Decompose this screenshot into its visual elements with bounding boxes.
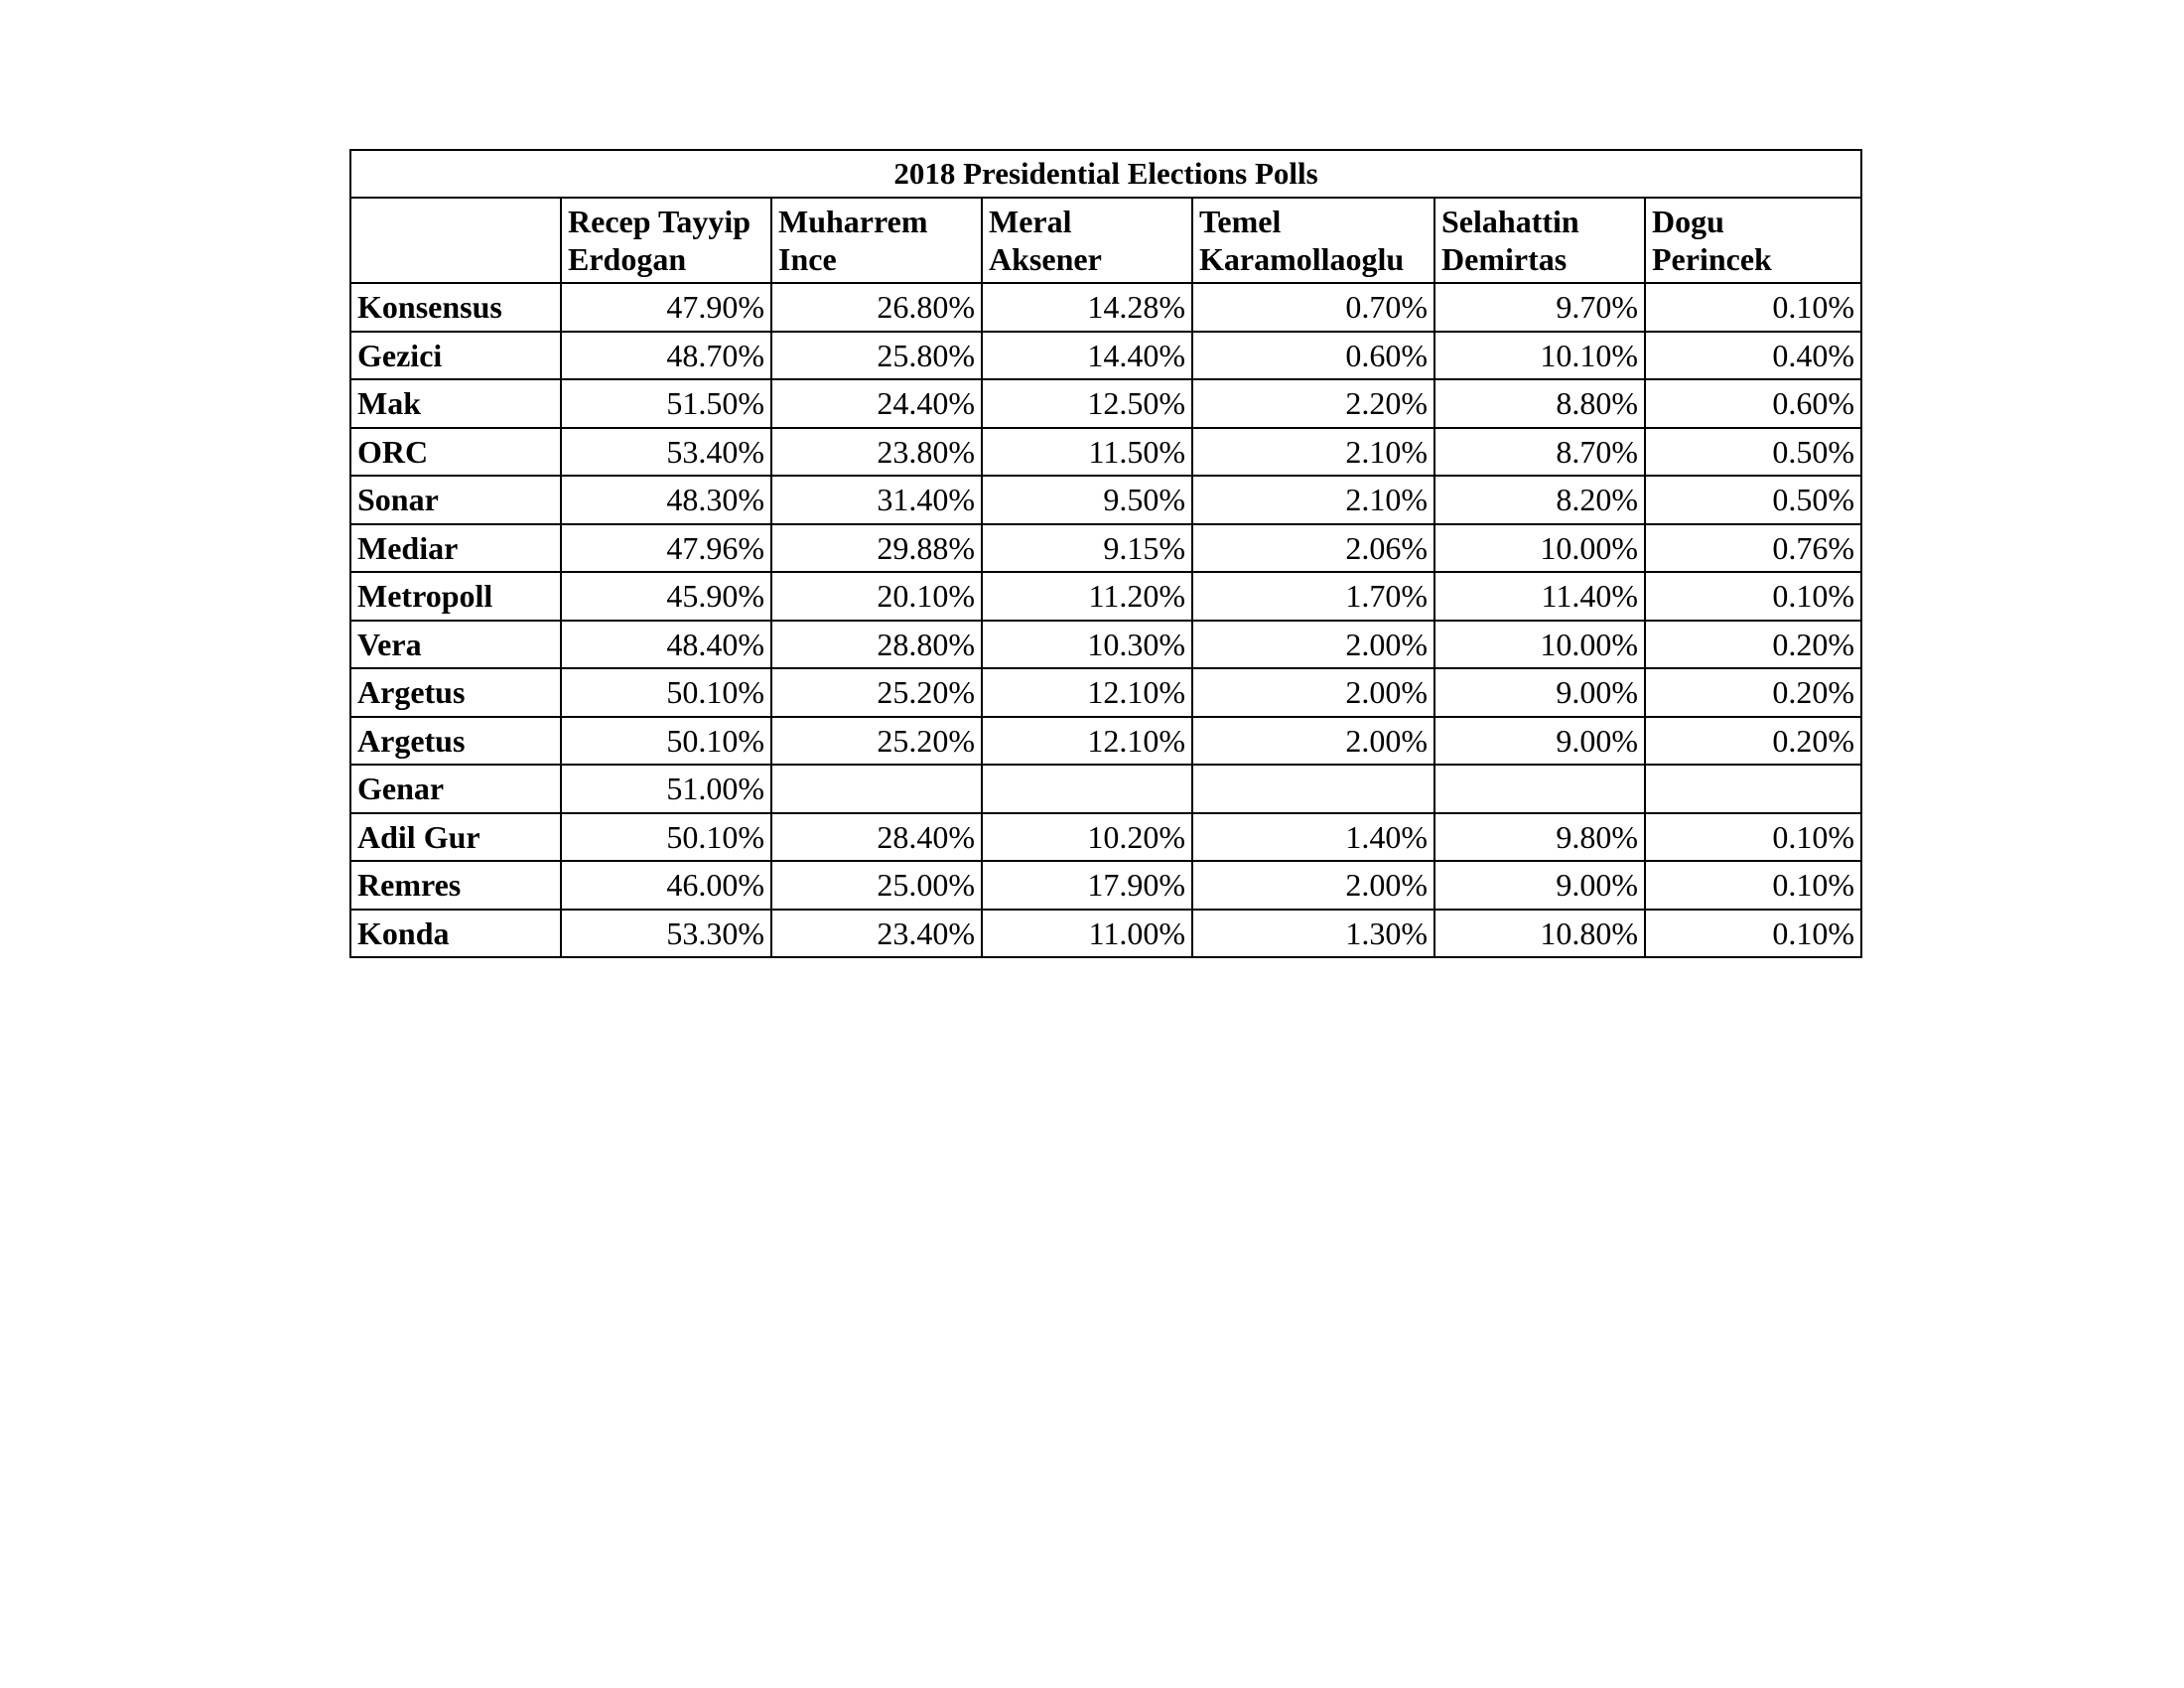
header-row <box>350 198 1861 283</box>
poll-value-cell: 0.40% <box>1645 332 1861 380</box>
poll-value-cell: 10.30% <box>982 621 1192 669</box>
poll-value-cell: 9.00% <box>1434 717 1645 766</box>
table-row <box>350 572 1861 621</box>
poll-value-cell: 50.10% <box>561 813 771 862</box>
poll-value-cell: 11.20% <box>982 572 1192 621</box>
poll-value-cell: 31.40% <box>771 476 982 524</box>
poll-value-cell: 2.06% <box>1192 524 1434 573</box>
poll-value-cell: 47.96% <box>561 524 771 573</box>
poll-value-cell: 11.50% <box>982 428 1192 477</box>
poll-value-cell: 0.60% <box>1645 379 1861 428</box>
poll-value-cell <box>771 765 982 813</box>
poll-value-cell: 2.00% <box>1192 621 1434 669</box>
poll-value-cell: 25.20% <box>771 717 982 766</box>
table-body <box>350 283 1861 957</box>
poll-value-cell: 14.40% <box>982 332 1192 380</box>
header-candidate-karamollaoglu: Temel Karamollaoglu <box>1192 198 1434 283</box>
poll-value-cell: 20.10% <box>771 572 982 621</box>
poll-value-cell: 8.80% <box>1434 379 1645 428</box>
table-row <box>350 765 1861 813</box>
poll-value-cell: 10.00% <box>1434 621 1645 669</box>
poll-value-cell: 51.00% <box>561 765 771 813</box>
poll-value-cell: 29.88% <box>771 524 982 573</box>
poll-value-cell: 10.10% <box>1434 332 1645 380</box>
header-candidate-demirtas: Selahattin Demirtas <box>1434 198 1645 283</box>
pollster-cell: Adil Gur <box>350 813 561 862</box>
poll-value-cell: 2.00% <box>1192 861 1434 910</box>
table-row <box>350 476 1861 524</box>
poll-value-cell: 11.00% <box>982 910 1192 958</box>
poll-value-cell: 9.15% <box>982 524 1192 573</box>
poll-value-cell: 0.10% <box>1645 861 1861 910</box>
pollster-cell: Argetus <box>350 717 561 766</box>
poll-value-cell: 1.70% <box>1192 572 1434 621</box>
pollster-cell: Mak <box>350 379 561 428</box>
poll-value-cell: 24.40% <box>771 379 982 428</box>
poll-value-cell: 48.70% <box>561 332 771 380</box>
poll-value-cell: 0.10% <box>1645 572 1861 621</box>
header-corner <box>350 198 561 283</box>
poll-value-cell: 9.80% <box>1434 813 1645 862</box>
poll-value-cell: 0.76% <box>1645 524 1861 573</box>
poll-value-cell: 2.20% <box>1192 379 1434 428</box>
table-row <box>350 283 1861 332</box>
poll-value-cell: 2.00% <box>1192 717 1434 766</box>
poll-value-cell: 8.70% <box>1434 428 1645 477</box>
table-row <box>350 717 1861 766</box>
poll-value-cell: 9.50% <box>982 476 1192 524</box>
poll-value-cell: 25.80% <box>771 332 982 380</box>
poll-value-cell: 12.50% <box>982 379 1192 428</box>
poll-value-cell: 2.10% <box>1192 476 1434 524</box>
header-candidate-perincek: Dogu Perincek <box>1645 198 1861 283</box>
poll-value-cell: 10.20% <box>982 813 1192 862</box>
poll-value-cell: 2.10% <box>1192 428 1434 477</box>
poll-value-cell: 0.20% <box>1645 717 1861 766</box>
table-row <box>350 910 1861 958</box>
poll-value-cell: 0.10% <box>1645 910 1861 958</box>
pollster-cell: Vera <box>350 621 561 669</box>
table-row <box>350 861 1861 910</box>
poll-value-cell: 45.90% <box>561 572 771 621</box>
poll-value-cell: 10.00% <box>1434 524 1645 573</box>
poll-value-cell: 48.30% <box>561 476 771 524</box>
pollster-cell: Genar <box>350 765 561 813</box>
poll-value-cell <box>1645 765 1861 813</box>
poll-value-cell: 51.50% <box>561 379 771 428</box>
poll-value-cell: 10.80% <box>1434 910 1645 958</box>
table-row <box>350 524 1861 573</box>
poll-value-cell: 12.10% <box>982 668 1192 717</box>
pollster-cell: Konda <box>350 910 561 958</box>
table-row <box>350 379 1861 428</box>
poll-value-cell: 9.00% <box>1434 668 1645 717</box>
table-title: 2018 Presidential Elections Polls <box>350 150 1861 198</box>
table-row <box>350 621 1861 669</box>
poll-value-cell: 0.60% <box>1192 332 1434 380</box>
pollster-cell: Konsensus <box>350 283 561 332</box>
poll-value-cell: 53.40% <box>561 428 771 477</box>
pollster-cell: Sonar <box>350 476 561 524</box>
header-candidate-aksener: Meral Aksener <box>982 198 1192 283</box>
poll-value-cell: 25.00% <box>771 861 982 910</box>
poll-value-cell: 25.20% <box>771 668 982 717</box>
poll-value-cell: 0.50% <box>1645 428 1861 477</box>
poll-value-cell: 0.70% <box>1192 283 1434 332</box>
poll-value-cell: 46.00% <box>561 861 771 910</box>
pollster-cell: ORC <box>350 428 561 477</box>
poll-value-cell: 1.40% <box>1192 813 1434 862</box>
poll-value-cell: 1.30% <box>1192 910 1434 958</box>
pollster-cell: Metropoll <box>350 572 561 621</box>
poll-value-cell: 23.40% <box>771 910 982 958</box>
poll-value-cell: 0.50% <box>1645 476 1861 524</box>
table-row <box>350 668 1861 717</box>
pollster-cell: Gezici <box>350 332 561 380</box>
table-row <box>350 428 1861 477</box>
poll-value-cell: 0.10% <box>1645 283 1861 332</box>
poll-value-cell: 8.20% <box>1434 476 1645 524</box>
poll-value-cell: 11.40% <box>1434 572 1645 621</box>
poll-value-cell: 50.10% <box>561 668 771 717</box>
poll-value-cell: 48.40% <box>561 621 771 669</box>
table-row <box>350 332 1861 380</box>
poll-value-cell: 0.20% <box>1645 621 1861 669</box>
title-row <box>350 150 1861 198</box>
header-candidate-erdogan: Recep Tayyip Erdogan <box>561 198 771 283</box>
poll-value-cell: 53.30% <box>561 910 771 958</box>
poll-value-cell: 9.00% <box>1434 861 1645 910</box>
pollster-cell: Remres <box>350 861 561 910</box>
pollster-cell: Argetus <box>350 668 561 717</box>
poll-value-cell: 26.80% <box>771 283 982 332</box>
poll-value-cell: 0.20% <box>1645 668 1861 717</box>
poll-value-cell <box>1192 765 1434 813</box>
poll-value-cell: 50.10% <box>561 717 771 766</box>
poll-value-cell: 14.28% <box>982 283 1192 332</box>
polls-table <box>349 149 1862 958</box>
poll-value-cell <box>1434 765 1645 813</box>
header-candidate-ince: Muharrem Ince <box>771 198 982 283</box>
poll-value-cell: 47.90% <box>561 283 771 332</box>
table-row <box>350 813 1861 862</box>
poll-value-cell <box>982 765 1192 813</box>
poll-value-cell: 12.10% <box>982 717 1192 766</box>
poll-value-cell: 23.80% <box>771 428 982 477</box>
pollster-cell: Mediar <box>350 524 561 573</box>
poll-value-cell: 28.80% <box>771 621 982 669</box>
poll-value-cell: 17.90% <box>982 861 1192 910</box>
poll-value-cell: 2.00% <box>1192 668 1434 717</box>
poll-value-cell: 28.40% <box>771 813 982 862</box>
poll-value-cell: 0.10% <box>1645 813 1861 862</box>
poll-value-cell: 9.70% <box>1434 283 1645 332</box>
